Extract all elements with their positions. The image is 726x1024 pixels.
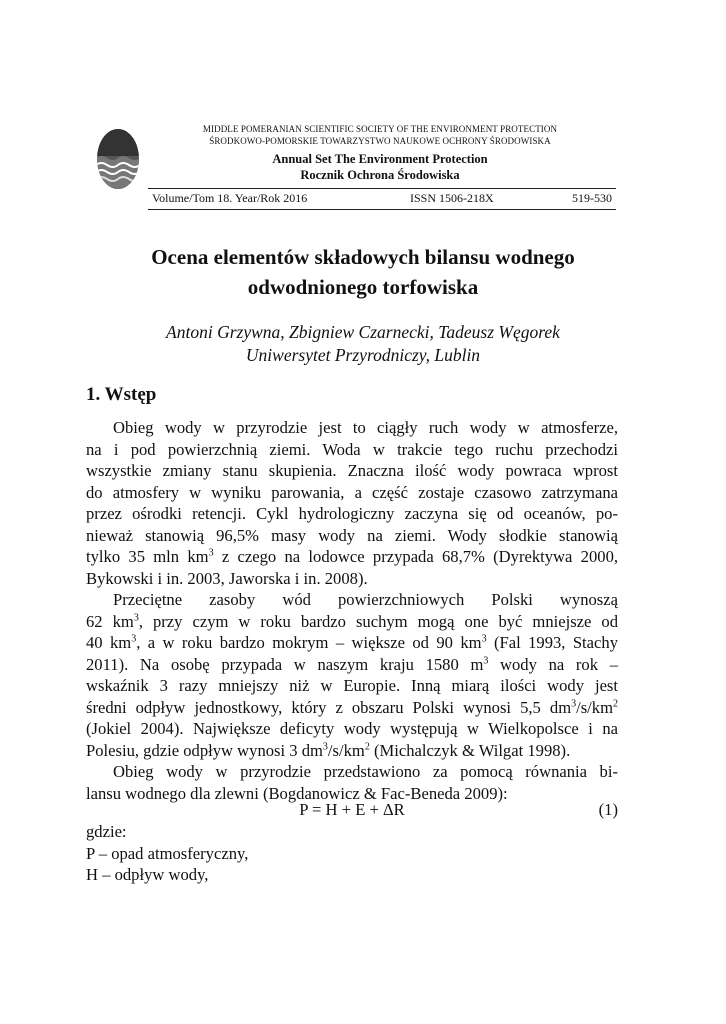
- journal-logo-icon: [96, 128, 140, 190]
- volume-info-bar: [148, 188, 616, 210]
- definition-p: P – opad atmosferyczny,: [86, 843, 249, 863]
- text-line: Przeciętne zasoby wód powierzchniowych Polski wynoszą: [113, 590, 618, 609]
- text-line: 2011). Na osobę przypada w naszym kraju 1580 $m^3$ wody na rok –: [86, 654, 618, 674]
- page-range: 519-530: [572, 191, 612, 205]
- affiliation: Uniwersytet Przyrodniczy, Lublin: [245, 345, 481, 365]
- paragraph-1: [86, 417, 618, 589]
- text-line: na i pod powierzchnią ziemi. Woda w trakcie tego ruchu przechodzi: [86, 439, 618, 459]
- text-line: (Jokiel 2004). Największe deficyty wody występują w Wielkopolsce i na: [86, 719, 618, 738]
- text-line: Obieg wody w przyrodzie jest to ciągły ruch wody w atmosferze,: [113, 418, 618, 437]
- society-name-pl: ŚRODKOWO-POMORSKIE TOWARZYSTWO NAUKOWE OCHRONY ŚRODOWISKA: [209, 136, 551, 146]
- text-line: wszystkie zmiany stanu skupienia. Znaczna ilość wody powraca wprost: [86, 461, 618, 480]
- paragraph-3: [86, 761, 618, 804]
- text-line: 40 $km^3$, a w roku bardzo mokrym – większe od 90 $km^3$ (Fal 1993, Stachy: [86, 633, 618, 652]
- equation-formula: P = H + E + ΔR: [299, 800, 405, 819]
- text-line: przez ośrodki retencji. Cykl hydrologiczny zaczyna się od oceanów, po-: [86, 504, 618, 523]
- text-line: wskaźnik 3 razy mniejszy niż w Europie. Inną miarą ilości wody jest: [86, 676, 618, 695]
- journal-name-en: Annual Set The Environment Protection: [272, 152, 488, 166]
- definitions-intro: gdzie:: [86, 822, 127, 841]
- equation-1: [86, 800, 618, 822]
- section-heading: 1. Wstęp: [86, 384, 157, 405]
- journal-name-pl: Rocznik Ochrona Środowiska: [300, 168, 460, 182]
- text-line: Bykowski i in. 2003, Jaworska i in. 2008).: [86, 568, 368, 588]
- article-title-line-1: Ocena elementów składowych bilansu wodnego: [151, 245, 575, 269]
- equation-number: (1): [598, 800, 618, 819]
- text-line: lansu wodnego dla zlewni (Bogdanowicz & Fac-Beneda 2009):: [86, 783, 508, 803]
- text-line: Polesiu, gdzie odpływ wynosi 3 $dm^3/s/km^2$ (Michalczyk & Wilgat 1998).: [86, 740, 571, 760]
- text-line: Obieg wody w przyrodzie przedstawiono za pomocą równania bi-: [113, 762, 618, 781]
- definition-h: H – odpływ wody,: [86, 865, 209, 884]
- article-title-line-2: odwodnionego torfowiska: [247, 275, 479, 299]
- variable-definitions: [86, 821, 248, 886]
- text-line: tylko 35 mln $km^3$ z czego na lodowce przypada 68,7% (Dyrektywa 2000,: [86, 547, 619, 566]
- authors: Antoni Grzywna, Zbigniew Czarnecki, Tadeusz Węgorek: [166, 322, 560, 342]
- volume-year: Volume/Tom 18. Year/Rok 2016: [152, 191, 308, 205]
- issn: ISSN 1506-218X: [410, 191, 494, 205]
- paragraph-2: [86, 589, 618, 761]
- text-line: średni odpływ jednostkowy, który z obszaru Polski wynosi 5,5 $dm^3/s/km^2$: [86, 697, 618, 717]
- text-line: do atmosfery w wyniku parowania, a część zostaje czasowo zatrzymana: [86, 482, 618, 502]
- society-name-en: MIDDLE POMERANIAN SCIENTIFIC SOCIETY OF THE ENVIRONMENT PROTECTION: [202, 124, 558, 134]
- text-line: 62 $km^3$, przy czym w roku bardzo suchym mogą one być mniejsze od: [86, 611, 618, 631]
- text-line: nieważ stanowią 96,5% masy wody na ziemi. Wody słodkie stanowią: [86, 525, 618, 545]
